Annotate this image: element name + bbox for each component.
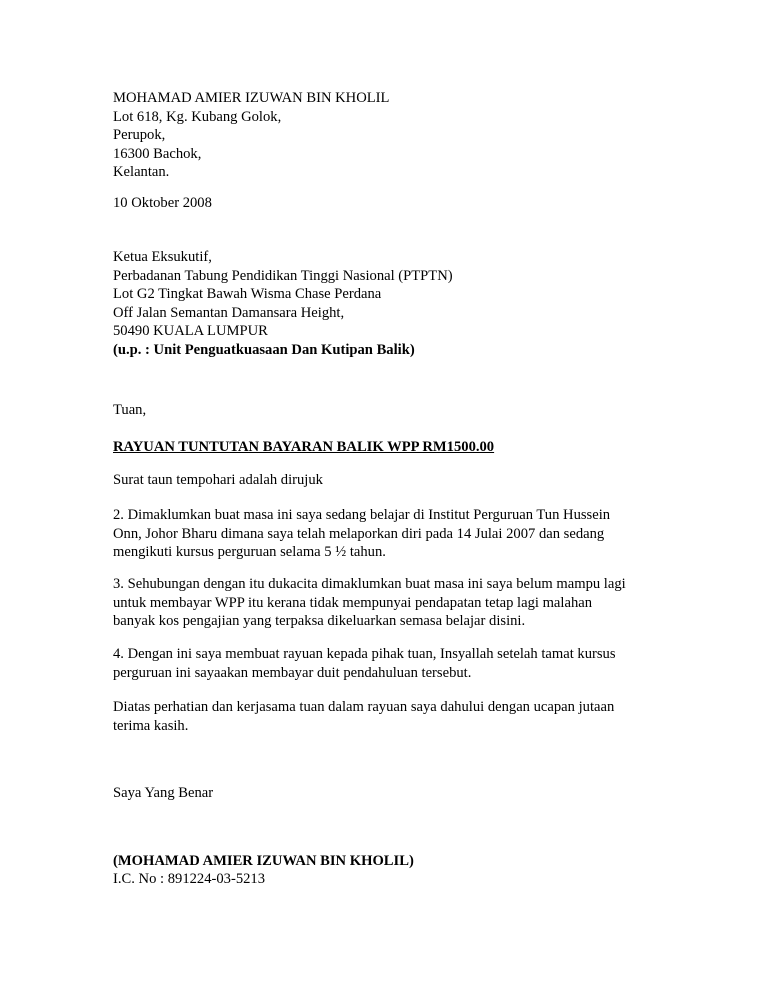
paragraph-line: untuk membayar WPP itu kerana tidak mempunyai pendapatan tetap lagi malahan	[113, 594, 593, 611]
paragraph-3	[113, 575, 673, 631]
paragraph-line: 2. Dimaklumkan buat masa ini saya sedang belajar di Institut Perguruan Tun Hussein	[113, 507, 611, 523]
paragraph-line: perguruan ini sayaakan membayar duit pendahuluan tersebut.	[113, 664, 472, 681]
closing-paragraph	[113, 698, 673, 735]
recipient-line: Off Jalan Semantan Damansara Height,	[113, 304, 345, 321]
recipient-line: Perbadanan Tabung Pendidikan Tinggi Nasional (PTPTN)	[113, 267, 453, 284]
sign-off	[113, 784, 673, 803]
ic-number-text: I.C. No : 891224-03-5213	[113, 871, 266, 887]
recipient-address-block	[113, 248, 673, 359]
recipient-attention: (u.p. : Unit Penguatkuasaan Dan Kutipan Balik)	[113, 341, 415, 358]
sender-address-line: Perupok,	[113, 127, 166, 143]
sender-name: MOHAMAD AMIER IZUWAN BIN KHOLIL	[113, 90, 390, 106]
letter-date	[113, 194, 673, 213]
recipient-line: Lot G2 Tingkat Bawah Wisma Chase Perdana	[113, 286, 382, 302]
date-text: 10 Oktober 2008	[113, 195, 212, 211]
reference-line	[113, 471, 673, 490]
reference-text: Surat taun tempohari adalah dirujuk	[113, 472, 323, 488]
paragraph-line: banyak kos pengajian yang terpaksa dikeluarkan semasa belajar disini.	[113, 613, 526, 629]
sender-address-line: Kelantan.	[113, 164, 170, 180]
sender-address-line: 16300 Bachok,	[113, 145, 202, 162]
paragraph-line: Onn, Johor Bharu dimana saya telah melaporkan diri pada 14 Julai 2007 dan sedang	[113, 525, 605, 542]
paragraph-4	[113, 645, 673, 682]
signature-name	[113, 852, 673, 871]
ic-number	[113, 870, 673, 889]
sender-address-line: Lot 618, Kg. Kubang Golok,	[113, 108, 282, 125]
paragraph-2	[113, 506, 673, 562]
paragraph-line: 4. Dengan ini saya membuat rayuan kepada pihak tuan, Insyallah setelah tamat kursus	[113, 646, 616, 662]
paragraph-line: 3. Sehubungan dengan itu dukacita dimaklumkan buat masa ini saya belum mampu lagi	[113, 576, 626, 592]
salutation-text: Tuan,	[113, 402, 147, 418]
salutation	[113, 401, 673, 420]
recipient-line: Ketua Eksukutif,	[113, 249, 212, 265]
recipient-line: 50490 KUALA LUMPUR	[113, 323, 268, 339]
signature-name-text: (MOHAMAD AMIER IZUWAN BIN KHOLIL)	[113, 853, 414, 869]
paragraph-line: Diatas perhatian dan kerjasama tuan dalam rayuan saya dahului dengan ucapan jutaan	[113, 699, 615, 715]
subject-text: RAYUAN TUNTUTAN BAYARAN BALIK WPP RM1500.00	[113, 439, 495, 455]
sign-off-text: Saya Yang Benar	[113, 785, 214, 801]
paragraph-line: terima kasih.	[113, 717, 189, 734]
letter-subject	[113, 438, 673, 457]
sender-address-block	[113, 89, 673, 182]
paragraph-line: mengikuti kursus perguruan selama 5 ½ tahun.	[113, 544, 386, 560]
